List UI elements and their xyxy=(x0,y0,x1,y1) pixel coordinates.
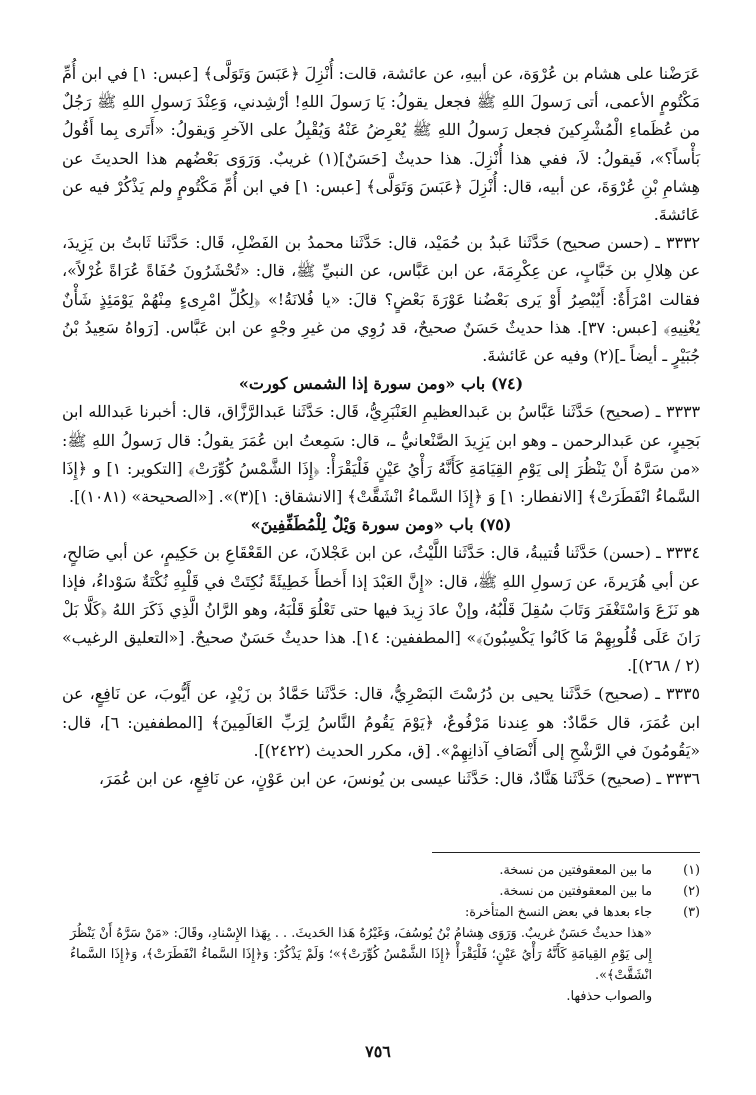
footnote-3-quote: «هذا حديثٌ حَسَنٌ غريبٌ. وَرَوَى هِشامُ بْنُ يُوسُفَ، وَغَيْرُهُ هَذا الحَديثَ. . . بِهَذا الإِسْنادِ، وقَالَ: «مَنْ سَرَّهُ أَنْ يَنْظُرَ إِلى يَوْمِ القِيامَةِ كَأَنَّهُ رَأْيُ عَيْنٍ؛ فَلْيَقْرَأْ ﴿إِذَا الشَّمْسُ كُوِّرَتْ﴾»؛ وَلَمْ يَذْكُرْ: وَ﴿إِذَا السَّماءُ انْفَطَرَتْ﴾، وَ﴿إِذَا السَّماءُ انْشَقَّتْ﴾». xyxy=(70,926,652,983)
footnote-text: جاء بعدها في بعض النسخ المتأخرة: xyxy=(464,905,652,920)
hadith-paragraph-3336: ٣٣٣٦ ـ (صحيح) حَدَّثَنا هَنَّادٌ، قال: حَدَّثَنا عيسى بن يُونسَ، عن ابن عَوْنٍ، عن نَافِعٍ، عن ابن عُمَرَ، xyxy=(98,769,700,789)
footnote-divider xyxy=(432,852,700,853)
footnotes xyxy=(70,860,700,1007)
hadith-paragraph-3335: ٣٣٣٥ ـ (صحيح) حَدَّثَنا يحيى بن دُرُسْتَ البَصْرِيُّ، قال: حَدَّثَنا حَمَّادُ بن زَيْدٍ، عن أَيُّوبَ، عن نَافِعٍ، عن ابن عُمَرَ، قال حَمَّادٌ: هو عِندنا مَرْفُوعٌ، ﴿يَوْمَ يَقُومُ النَّاسُ لِرَبِّ العَالَمِينَ﴾ [المطففين: ٦]، قال: «يَقُومُونَ في الرَّشْحِ إلى أَنْصَافِ آذانِهِمْ». [ق، مكرر الحديث (٢٤٢٢)]. xyxy=(62,684,701,760)
hadith-paragraph-3333: ٣٣٣٣ ـ (صحيح) حَدَّثَنا عَبَّاسُ بن عَبدالعظيمِ العَنْبَرِيُّ، قَال: حَدَّثَنا عَبدالرَّزَّاق، قال: أخبرنا عَبدالله ابن بَحِيرٍ، عن عَبدالرحمن ـ وهو ابن يَزِيدَ الصَّنْعانيُّ ـ، قال: سَمِعتُ ابن عُمَرَ يقولُ: قال رَسولُ اللهِ ﷺ: «من سَرَّهُ أَنْ يَنْظُرَ إلى يَوْمِ القِيَامَةِ كَأَنَّهُ رَأْيُ عَيْنٍ فَلْيَقْرَأْ: ﴿إِذَا الشَّمْسُ كُوِّرَتْ﴾ [التكوير: ١] و ﴿إِذَا السَّماءُ انْفَطَرَتْ﴾ [الانفطار: ١] وَ ﴿إِذَا السَّماءُ انْشَقَّتْ﴾ [الانشقاق: ١](٣)». [«الصحيحة» (١٠٨١)]. xyxy=(62,402,701,507)
hadith-paragraph-intro: عَرَضْنا على هشام بن عُرْوَة، عن أبيهِ، عن عائشة، قالت: أُنْزِلَ ﴿عَبَسَ وَتَوَلَّى﴾ [عبس: ١] في ابن أُمِّ مَكْتُومٍ الأعمى، أتى رَسولَ اللهِ ﷺ فجعل يقولُ: يَا رَسولَ اللهِ! أرْشِدني، وَعِنْدَ رَسولِ اللهِ ﷺ رَجُلٌ من عُظَماءِ الْمُشْرِكينَ فجعل رَسولُ اللهِ ﷺ يُعْرِضُ عَنْهُ وَيُقْبِلُ على الآخرِ وَيقولُ: «أَتَرى بِما أَقُولُ بَأْساً؟»، فَيقولُ: لاَ، ففي هذا أُنْزِلَ. هذا حديثٌ [حَسَنٌ](١) غريبٌ. وَرَوَى بَعْضُهم هذا الحديثَ عن هِشامِ بْنِ عُرْوَةَ، عن أبيه، قال: أُنْزِلَ ﴿عَبَسَ وَتَوَلَّى﴾ [عبس: ١] في ابن أُمِّ مَكْتُومٍ ولم يَذْكُرْ فيه عن عَائشةَ. xyxy=(62,64,700,225)
footnote-3-conclusion: والصواب حذفها. xyxy=(566,989,652,1004)
main-text xyxy=(62,60,700,793)
footnote-text: ما بين المعقوفتين من نسخة. xyxy=(499,884,652,899)
footnote-text: ما بين المعقوفتين من نسخة. xyxy=(499,863,652,878)
footnote-number: (١) xyxy=(683,863,700,878)
hadith-paragraph-3334: ٣٣٣٤ ـ (حسن) حَدَّثَنا قُتيبةُ، قال: حَدَّثَنا اللَّيْثُ، عن ابن عَجْلانَ، عن القَعْقَاعِ بن حَكِيمٍ، عن أبي صَالحٍ، عن أبي هُرَيرةَ، عن رَسولِ اللهِ ﷺ، قال: «إِنَّ العَبْدَ إذا أَخطأَ خَطِيئَةً نُكِتَتْ في قَلْبِهِ نُكْتَةٌ سَوْداءُ، فإذا هو نَزَعَ وَاسْتَغْفَرَ وَتَابَ سُقِلَ قَلْبُهُ، وإنْ عادَ زِيدَ فيها حتى تَعْلُوَ قَلْبَهُ، وهو الرَّانُ الَّذِي ذَكَرَ اللهُ ﴿كَلَّا بَلْ رَانَ عَلَى قُلُوبِهِمْ مَا كَانُوا يَكْسِبُونَ﴾» [المطففين: ١٤]. هذا حديثٌ حَسَنٌ صحيحٌ. [«التعليق الرغيب» (٢ / ٢٦٨)]. xyxy=(62,543,701,676)
page-number: ٧٥٦ xyxy=(365,1042,391,1061)
hadith-paragraph-3332: ٣٣٣٢ ـ (حسن صحيح) حَدَّثَنا عَبدُ بن حُمَيْد، قال: حَدَّثَنا محمدُ بن الفَضْلِ، قَال: حَدَّثَنا ثَابتُ بن يَزِيدَ، عن هِلالِ بن خَبَّابٍ، عن عِكْرِمَةَ، عن ابن عَبَّاس، عن النبيِّ ﷺ، قال: «تُحْشَرُونَ حُفَاةً عُرَاةً غُرْلاً»، فقالت امْرَأَةٌ: أَيُبْصِرُ أَوْ يَرى بَعْضُنا عَوْرَةَ بَعْضٍ؟ قالَ: «يا فُلانَةُ!» ﴿لِكُلِّ امْرِىءٍ مِنْهُمْ يَوْمَئِذٍ شَأْنٌ يُغْنِيهِ﴾ [عبس: ٣٧]. هذا حديثٌ حَسَنٌ صحيحٌ، قد رُوِي من غيرِ وجْهٍ عن ابن عَبَّاس. [رَواهُ سَعِيدُ بْنُ جُبَيْرٍ ـ أيضاً ـ](٢) وفيه عن عَائشةَ. xyxy=(62,233,700,366)
footnote-1 xyxy=(70,860,700,881)
chapter-heading-75: (٧٥) باب «ومن سورة وَيْلٌ لِلْمُطَفِّفِينَ» xyxy=(250,515,512,535)
footnote-number: (٣) xyxy=(683,905,700,920)
footnote-number: (٢) xyxy=(683,884,700,899)
footnote-3 xyxy=(70,902,700,923)
chapter-heading-74: (٧٤) باب «ومن سورة إذا الشمس كورت» xyxy=(238,374,524,394)
footnote-2 xyxy=(70,881,700,902)
